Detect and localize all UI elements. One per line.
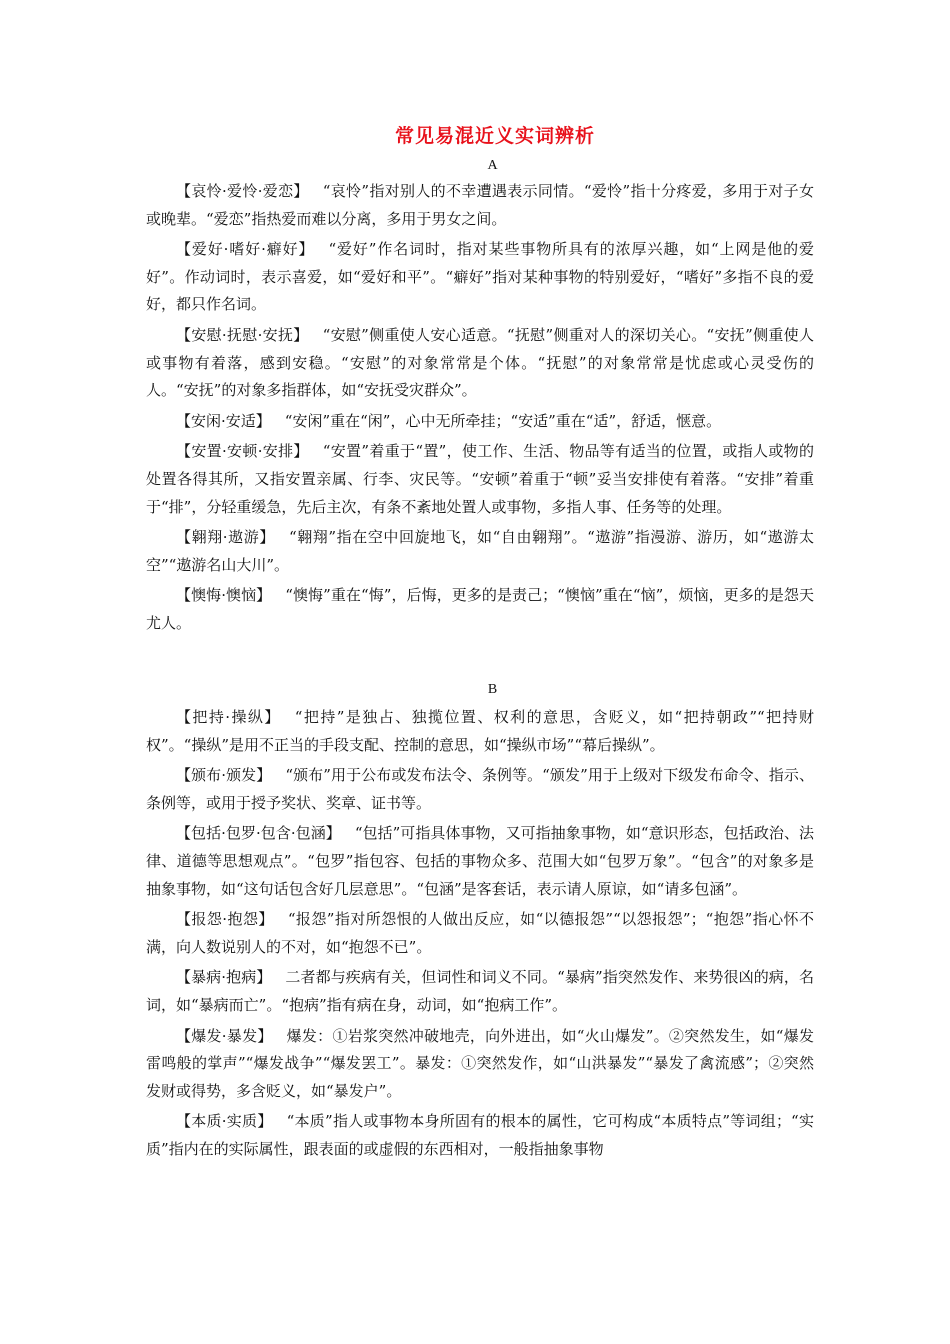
entry-text: “本质”指人或事物本身所固有的根本的属性，它可构成“本质特点”等词组；“实质”指内在的实际属性，跟表面的或虚假的东西相对，一般指抽象事物 [146, 1112, 814, 1158]
entry-text: “颁布”用于公布或发布法令、条例等。“颁发”用于上级对下级发布命令、指示、条例等，或用于授予奖状、奖章、证书等。 [146, 766, 814, 812]
entry-term: 【懊悔·懊恼】 [176, 586, 272, 605]
section-heading-a: A [487, 158, 498, 173]
entry-text: “安闲”重在“闲”，心中无所牵挂；“安适”重在“适”，舒适，惬意。 [284, 411, 722, 430]
section-b-entries [146, 704, 814, 1167]
entry-text: 二者都与疾病有关，但词性和词义不同。“暴病”指突然发作、来势很凶的病，名词，如“暴病而亡”。“抱病”指有病在身，动词，如“抱病工作”。 [146, 968, 814, 1014]
entry-6 [146, 582, 814, 637]
entry-text: “包括”可指具体事物，又可指抽象事物，如“意识形态，包括政治、法律、道德等思想观点”。“包罗”指包容、包括的事物众多、范围大如“包罗万象”。“包含”的对象多是抽象事物，如“这句话包含好几层意思”。“包涵”是客套话，表示请人原谅，如“请多包涵”。 [146, 824, 814, 898]
entry-4 [146, 438, 814, 521]
entry-2 [146, 322, 814, 405]
entry-term: 【翱翔·遨游】 [176, 528, 275, 547]
entry-term: 【暴病·抱病】 [176, 968, 272, 987]
entry-1 [146, 236, 814, 319]
entry-11 [146, 964, 814, 1019]
entry-term: 【把持·操纵】 [176, 708, 281, 726]
entry-term: 【包括·包罗·包含·包涵】 [176, 824, 341, 843]
entry-0 [146, 178, 814, 233]
section-heading-b: B [487, 682, 498, 697]
entry-term: 【报怨·抱怨】 [176, 910, 274, 929]
entry-3 [146, 408, 814, 436]
entry-term: 【哀怜·爱怜·爱恋】 [176, 182, 309, 200]
entry-term: 【爱好·嗜好·癖好】 [176, 240, 315, 259]
entry-8 [146, 762, 814, 817]
entry-text: 爆发：①岩浆突然冲破地壳，向外进出，如“火山爆发”。②突然发生，如“爆发雷鸣般的掌声”“爆发战争”“爆发罢工”。暴发：①突然发作，如“山洪暴发”“暴发了禽流感”；②突然发财或得势，多含贬义，如“暴发户”。 [146, 1026, 814, 1100]
entry-term: 【安置·安顿·安排】 [176, 442, 309, 461]
section-a-entries [146, 178, 814, 641]
entry-text: “翱翔”指在空中回旋地飞，如“自由翱翔”。“遨游”指漫游、游历，如“遨游太空”“遨游名山大川”。 [146, 528, 814, 574]
page-title: 常见易混近义实词辨析 [394, 125, 595, 147]
entry-12 [146, 1023, 814, 1106]
entry-text: “安慰”侧重使人安心适意。“抚慰”侧重对人的深切关心。“安抚”侧重使人或事物有着落，感到安稳。“安慰”的对象常常是个体。“抚慰”的对象常常是忧虑或心灵受伤的人。“安抚”的对象多指群体，如“安抚受灾群众”。 [146, 325, 814, 400]
entry-text: “哀怜”指对别人的不幸遭遇表示同情。“爱怜”指十分疼爱，多用于对子女或晚辈。“爱恋”指热爱而难以分离，多用于男女之间。 [146, 182, 814, 228]
entry-text: “懊悔”重在“悔”，后悔，更多的是责己；“懊恼”重在“恼”，烦恼，更多的是怨天尤人。 [146, 586, 814, 632]
entry-10 [146, 906, 814, 961]
entry-9 [146, 820, 814, 903]
entry-text: “安置”着重于“置”，使工作、生活、物品等有适当的位置，或指人或物的处置各得其所，又指安置亲属、行李、灾民等。“安顿”着重于“顿”妥当安排使有着落。“安排”着重于“排”，分轻重缓急，先后主次，有条不紊地处置人或事物，多指人事、任务等的处理。 [146, 442, 814, 516]
entry-text: “爱好”作名词时，指对某些事物所具有的浓厚兴趣，如“上网是他的爱好”。作动词时，表示喜爱，如“爱好和平”。“癖好”指对某种事物的特别爱好，“嗜好”多指不良的爱好，都只作名词。 [146, 240, 814, 314]
entry-text: “报怨”指对所怨恨的人做出反应，如“以德报怨”“以怨报怨”；“抱怨”指心怀不满，向人数说别人的不对，如“抱怨不已”。 [146, 910, 814, 956]
entry-term: 【安慰·抚慰·安抚】 [176, 325, 309, 344]
entry-text: “把持”是独占、独揽位置、权利的意思，含贬义，如“把持朝政”“把持财权”。“操纵”是用不正当的手段支配、控制的意思，如“操纵市场”“幕后操纵”。 [146, 708, 814, 754]
entry-term: 【安闲·安适】 [176, 411, 271, 430]
entry-7 [146, 704, 814, 759]
entry-13 [146, 1108, 814, 1163]
entry-term: 【本质·实质】 [176, 1112, 273, 1131]
entry-term: 【颁布·颁发】 [176, 766, 272, 785]
entry-5 [146, 524, 814, 579]
entry-term: 【爆发·暴发】 [176, 1026, 273, 1045]
